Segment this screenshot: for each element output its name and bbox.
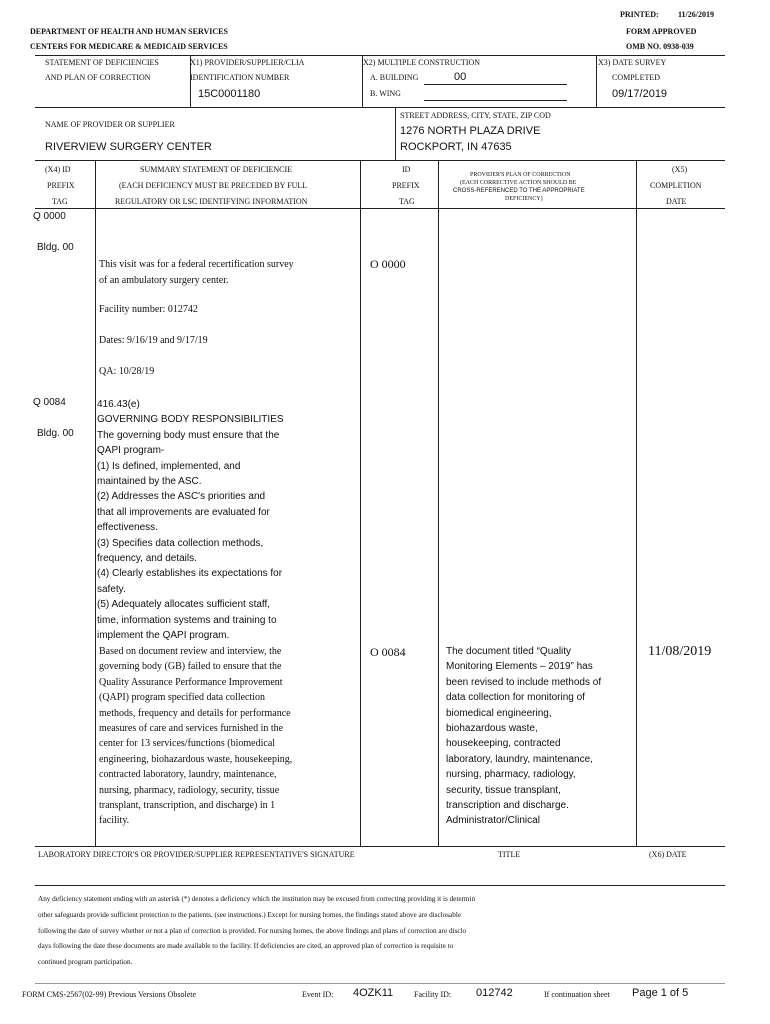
id-header-3: TAG <box>399 197 415 206</box>
building-underline <box>424 84 567 85</box>
id-tag-o0084: O 0084 <box>370 645 406 659</box>
form-approved: FORM APPROVED <box>626 27 697 36</box>
column-divider <box>438 160 439 846</box>
event-id-label: Event ID: <box>302 990 334 999</box>
finding-text: Based on document review and interview, the governing body (GB) failed to ensure that the Quality Assurance Performance Improvement (QAPI) program specified data collection methods, frequency and details for performance measures of care and services furnished in the center for 13 services/functions (biomedical engineering, biohazardous waste, housekeeping, contracted laboratory, laundry, maintenance, nursing, pharmacy, radiology, security, tissue transplant, transcription, and discharge) in 1 facility. <box>99 646 293 827</box>
disclaimer-line-3: following the date of survey whether or not a plan of correction is provided. For nursing homes, the above findings and plans of correction are disclo <box>38 927 467 935</box>
poc-header: PROVIDER'S PLAN OF CORRECTION <box>470 172 571 178</box>
poc-header-3: CROSS-REFERENCED TO THE APPROPRIATE <box>453 188 585 194</box>
x4-header-2: PREFIX <box>47 181 75 190</box>
x2-label: X2) MULTIPLE CONSTRUCTION <box>363 58 481 67</box>
poc-header-4: DEFICIENCY) <box>505 196 543 202</box>
building-label: A. BUILDING <box>370 73 419 82</box>
statement-label-2: AND PLAN OF CORRECTION <box>45 73 151 82</box>
x5-header-2: COMPLETION <box>650 181 702 190</box>
qa-date: QA: 10/28/19 <box>99 366 155 377</box>
summary-header-3: REGULATORY OR LSC IDENTIFYING INFORMATION <box>115 197 308 206</box>
cms-heading: CENTERS FOR MEDICARE & MEDICAID SERVICES <box>30 42 228 51</box>
x4-header-3: TAG <box>52 197 68 206</box>
footer-rule <box>35 983 725 984</box>
continuation-sheet-label: If continuation sheet <box>544 990 610 999</box>
column-header-rule <box>35 208 725 209</box>
body-bottom-rule <box>35 846 725 847</box>
provider-name-label: NAME OF PROVIDER OR SUPPLIER <box>45 120 175 129</box>
provider-id-value: 15C0001180 <box>198 88 261 100</box>
statement-label: STATEMENT OF DEFICIENCIES <box>45 58 159 67</box>
department-heading: DEPARTMENT OF HEALTH AND HUMAN SERVICES <box>30 27 228 36</box>
building-tag-2: Bldg. 00 <box>37 428 74 439</box>
id-header-2: PREFIX <box>392 181 420 190</box>
summary-header-2: (EACH DEFICIENCY MUST BE PRECEDED BY FULL <box>119 181 308 190</box>
provider-name-value: RIVERVIEW SURGERY CENTER <box>45 141 212 153</box>
survey-date-value: 09/17/2019 <box>612 88 668 100</box>
x5-header-3: DATE <box>666 197 687 206</box>
printed-date: 11/26/2019 <box>678 10 715 19</box>
page-number: Page 1 of 5 <box>632 987 689 999</box>
column-divider <box>95 160 96 846</box>
column-divider <box>636 160 637 846</box>
x1-label-2: IDENTIFICATION NUMBER <box>190 73 290 82</box>
prefix-tag-q0000: Q 0000 <box>33 211 66 222</box>
provider-bottom-rule <box>35 160 725 161</box>
title-label: TITLE <box>498 850 521 859</box>
id-tag-o0000: O 0000 <box>370 257 406 271</box>
x5-header: (X5) <box>672 165 688 174</box>
event-id-value: 4OZK11 <box>353 987 394 999</box>
id-header: ID <box>402 165 411 174</box>
survey-dates: Dates: 9/16/19 and 9/17/19 <box>99 335 208 346</box>
column-divider <box>360 160 361 846</box>
disclaimer-line-2: other safeguards provide sufficient protection to the patients. (see instructions.) Except for nursing homes, the findings stated above are disclosable <box>38 911 462 919</box>
top-table-bottom-rule <box>35 107 725 108</box>
facility-id-value: 012742 <box>476 987 513 999</box>
completion-date: 11/08/2019 <box>648 644 712 659</box>
x1-label: X1) PROVIDER/SUPPLIER/CLIA <box>190 58 305 67</box>
intro-text: This visit was for a federal recertification survey of an ambulatory surgery center. <box>99 259 294 286</box>
address-line-1: 1276 NORTH PLAZA DRIVE <box>400 125 541 137</box>
signature-label: LABORATORY DIRECTOR'S OR PROVIDER/SUPPLIER REPRESENTATIVE'S SIGNATURE <box>38 850 355 859</box>
printed-label: PRINTED: <box>620 10 659 19</box>
divider <box>596 55 597 107</box>
poc-header-2: (EACH CORRECTIVE ACTION SHOULD BE <box>460 180 577 186</box>
prefix-tag-q0084: Q 0084 <box>33 397 66 408</box>
summary-header: SUMMARY STATEMENT OF DEFICIENCIE <box>140 165 293 174</box>
disclaimer-line-4: days following the date these documents are made available to the facility. If deficiencies are cited, an approved plan of correction is requisite to <box>38 942 454 950</box>
signature-rule <box>35 885 725 886</box>
x3-label-2: COMPLETED <box>612 73 660 82</box>
top-rule <box>35 55 725 56</box>
building-value: 00 <box>454 71 467 83</box>
facility-id-label: Facility ID: <box>414 990 452 999</box>
wing-label: B. WING <box>370 89 401 98</box>
x3-label: X3) DATE SURVEY <box>598 58 667 67</box>
date-label: (X6) DATE <box>649 850 687 859</box>
building-tag: Bldg. 00 <box>37 242 74 253</box>
form-number: FORM CMS-2567(02-99) Previous Versions Obsolete <box>22 990 197 999</box>
divider <box>395 107 396 160</box>
plan-of-correction-text: The document titled “Quality Monitoring Elements – 2019” has been revised to include methods of data collection for monitoring of biomedical engineering, biohazardous waste, housekeeping, contracted laboratory, laundry, maintenance, nursing, pharmacy, radiology, security, tissue transplant, transcription and discharge. Administrator/Clinical <box>446 646 602 827</box>
wing-underline <box>424 100 567 101</box>
address-label: STREET ADDRESS, CITY, STATE, ZIP COD <box>400 111 551 120</box>
disclaimer-line-1: Any deficiency statement ending with an asterisk (*) denotes a deficiency which the institution may be excused from correcting providing it is determin <box>38 895 476 903</box>
facility-number: Facility number: 012742 <box>99 304 198 315</box>
omb-number: OMB NO. 0938-039 <box>626 42 694 51</box>
address-line-2: ROCKPORT, IN 47635 <box>400 141 512 153</box>
regulation-text: 416.43(e) GOVERNING BODY RESPONSIBILITIES The governing body must ensure that the QAPI program- (1) Is defined, implemented, and maintained by the ASC. (2) Addresses the ASC's priorities and that all improvements are evaluated for effectiveness. (3) Specifies data collection methods, frequency, and details. (4) Clearly establishes its expectations for safety. (5) Adequately allocates sufficient staff, time, information systems and training to implement the QAPI program. <box>97 399 284 642</box>
disclaimer-line-5: continued program participation. <box>38 958 133 966</box>
x4-header: (X4) ID <box>45 165 71 174</box>
